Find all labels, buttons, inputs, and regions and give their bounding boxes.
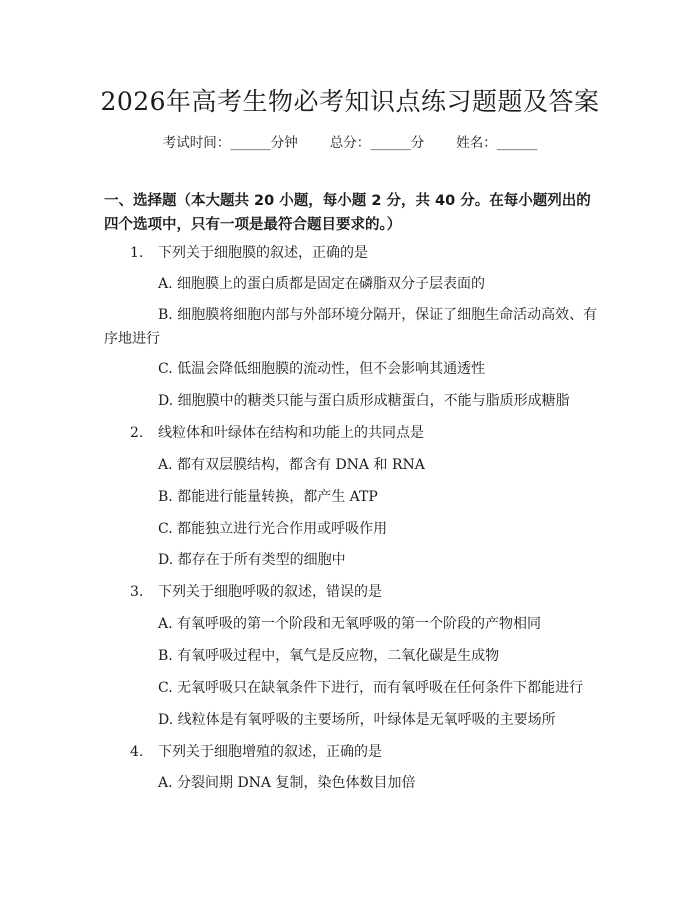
question-3-option-a: A. 有氧呼吸的第一个阶段和无氧呼吸的第一个阶段的产物相同 — [158, 616, 542, 632]
question-2 — [130, 423, 424, 443]
question-3 — [130, 582, 382, 602]
question-2-option-d: D. 都存在于所有类型的细胞中 — [158, 552, 346, 568]
question-1-option-c: C. 低温会降低细胞膜的流动性，但不会影响其通透性 — [158, 361, 486, 377]
question-number: 2. — [130, 425, 144, 441]
question-number: 4. — [130, 744, 144, 760]
exam-info-line — [0, 131, 700, 151]
question-1-option-a: A. 细胞膜上的蛋白质都是固定在磷脂双分子层表面的 — [158, 276, 486, 292]
question-4 — [130, 742, 382, 762]
question-1-option-d: D. 细胞膜中的糖类只能与蛋白质形成糖蛋白，不能与脂质形成糖脂 — [158, 393, 570, 409]
question-2-option-a: A. 都有双层膜结构，都含有 DNA 和 RNA — [158, 457, 425, 473]
question-stem: 下列关于细胞膜的叙述，正确的是 — [158, 245, 368, 261]
question-3-option-c: C. 无氧呼吸只在缺氧条件下进行，而有氧呼吸在任何条件下都能进行 — [158, 680, 584, 696]
question-stem: 下列关于细胞增殖的叙述，正确的是 — [158, 744, 382, 760]
question-4-option-a: A. 分裂间期 DNA 复制，染色体数目加倍 — [158, 775, 416, 791]
question-2-option-c: C. 都能独立进行光合作用或呼吸作用 — [158, 521, 388, 537]
page-title: 2026年高考生物必考知识点练习题题及答案 — [100, 87, 600, 116]
exam-time-field: 考试时间：______分钟 — [162, 135, 298, 151]
section-heading: 一、选择题（本大题共 20 小题，每小题 2 分，共 40 分。在每小题列出的四个选项中，只有一项是最符合题目要求的。） — [104, 193, 591, 233]
question-stem: 下列关于细胞呼吸的叙述，错误的是 — [158, 584, 382, 600]
question-1 — [130, 243, 368, 263]
question-number: 1. — [130, 245, 144, 261]
question-2-option-b: B. 都能进行能量转换，都产生 ATP — [158, 489, 378, 505]
question-1-option-b: B. 细胞膜将细胞内部与外部环境分隔开，保证了细胞生命活动高效、有序地进行 — [104, 307, 598, 347]
question-3-option-d: D. 线粒体是有氧呼吸的主要场所，叶绿体是无氧呼吸的主要场所 — [158, 712, 556, 728]
question-number: 3. — [130, 584, 144, 600]
total-score-field: 总分：______分 — [329, 135, 425, 151]
question-stem: 线粒体和叶绿体在结构和功能上的共同点是 — [158, 425, 424, 441]
student-name-field: 姓名：______ — [456, 135, 538, 151]
question-3-option-b: B. 有氧呼吸过程中，氧气是反应物，二氧化碳是生成物 — [158, 648, 500, 664]
